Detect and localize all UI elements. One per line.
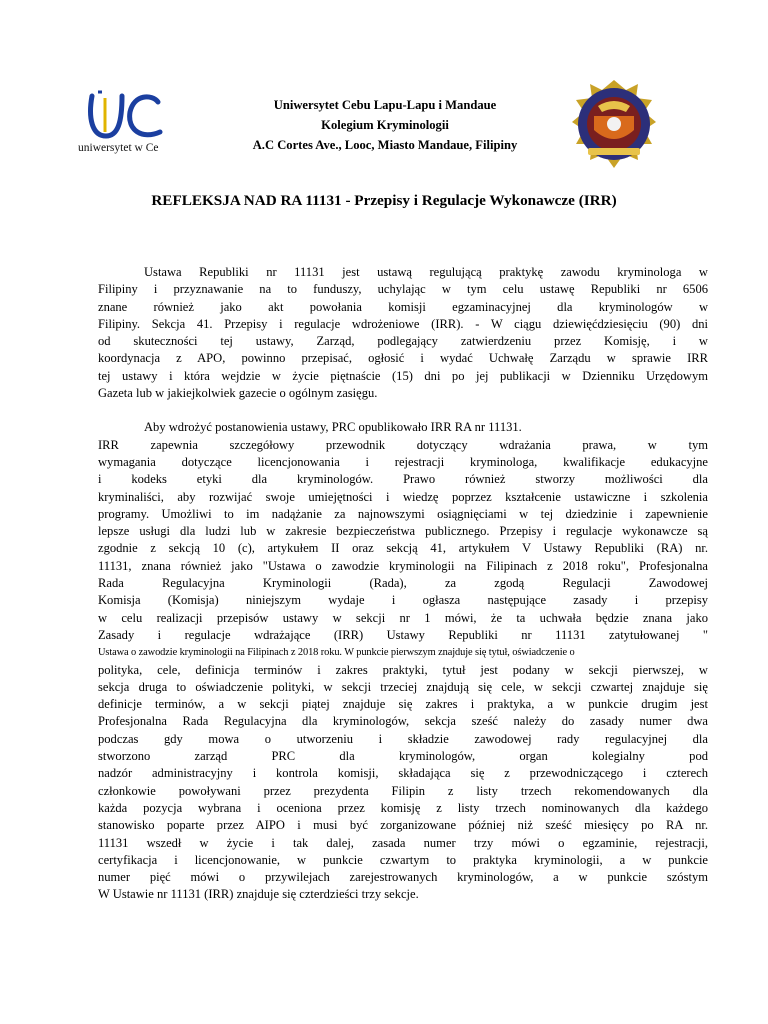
paragraph-2 xyxy=(98,419,708,903)
text-line: nadzór administracyjny i kontrola komisji, składająca się z przewodniczącego i czterech xyxy=(98,766,708,781)
text-line: od skuteczności tej ustawy, Zarząd, podlegający zatwierdzeniu przez Komisję, i w xyxy=(98,334,708,349)
text-line: stworzono zarząd PRC dla kryminologów, organ kolegialny pod xyxy=(98,749,708,764)
institution-header xyxy=(215,95,555,155)
text-line: Ustawa o zawodzie kryminologii na Filipinach z 2018 roku. W punkcie pierwszym znajduje się tytuł, oświadczenie o xyxy=(98,647,575,659)
seal-icon xyxy=(568,78,660,170)
text-line: 11131 wszedł w życie i tak dalej, zasada numer trzy mówi o egzaminie, rejestracji, xyxy=(98,835,708,850)
text-line: wymagania dotyczące licencjonowania i rejestracji kryminologa, kwalifikacje edukacyjne xyxy=(98,454,708,469)
college-seal xyxy=(568,78,660,170)
uc-logo-icon xyxy=(78,88,174,144)
text-line: Zasady i regulacje wdrażające (IRR) Ustawy Republiki nr 11131 zatytułowanej " xyxy=(98,627,708,642)
text-line: Komisja (Komisja) niniejszym wydaje i ogłasza następujące zasady i przepisy xyxy=(98,593,708,608)
text-line: członkowie powoływani przez prezydenta Filipin z listy trzech rekomendowanych dla xyxy=(98,783,708,798)
text-line: kryminaliści, aby rozwijać swoje umiejętności i wiedzę poprzez kształcenie ustawiczne i szkolenia xyxy=(98,489,708,504)
text-line: sekcja druga to oświadczenie polityki, w sekcji trzeciej znajdują się cele, w sekcji czwartej znajduje się xyxy=(98,679,708,694)
text-line: lepsze usługi dla ludzi lub w zakresie bezpieczeństwa publicznego. Przepisy i regulacje wykonawcze są xyxy=(98,524,708,539)
text-line: W Ustawie nr 11131 (IRR) znajduje się czterdzieści trzy sekcje. xyxy=(98,887,419,902)
text-line: każda pozycja wybrana i oceniona przez komisję z listy trzech nominowanych dla każdego xyxy=(98,800,708,815)
university-name: Uniwersytet Cebu Lapu-Lapu i Mandaue xyxy=(273,98,497,112)
text-line: certyfikacja i licencjonowanie, w punkcie czwartym to praktyka kryminologii, a w punkcie xyxy=(98,852,708,867)
text-line: 11131, znana również jako "Ustawa o zawodzie kryminologii na Filipinach z 2018 roku", Profesjonalna xyxy=(98,558,708,573)
text-line: i kodeks etyki dla kryminologów. Prawo również stworzy możliwości dla xyxy=(98,472,708,487)
document-body xyxy=(98,264,708,904)
text-line: Ustawa Republiki nr 11131 jest ustawą regulującą praktykę zawodu kryminologa w xyxy=(144,265,708,279)
text-line: w celu realizacji przepisów ustawy w sekcji nr 1 mówi, że ta uchwała będzie znana jako xyxy=(98,610,708,625)
text-line: stanowisko poparte przez AIPO i musi być zorganizowane później niż sześć miesięcy po RA nr. xyxy=(98,818,708,833)
text-line: Profesjonalna Rada Regulacyjna dla kryminologów, sekcja sześć należy do zasady numer dwa xyxy=(98,714,708,729)
text-line: Aby wdrożyć postanowienia ustawy, PRC opublikowało IRR RA nr 11131. xyxy=(144,420,522,435)
text-line: zgodnie z sekcją 10 (c), artykułem II oraz sekcją 41, artykułem V Ustawy Republiki (RA) nr. xyxy=(98,541,708,556)
text-line: podczas gdy mowa o utworzeniu i składzie zawodowej rady regulacyjnej dla xyxy=(98,731,708,746)
text-line: znane również jako akt powołania komisji egzaminacyjnej dla kryminologów w xyxy=(98,299,708,314)
text-line: definicje terminów, a w sekcji piątej znajduje się zakres i praktyka, a w punkcie drugim jest xyxy=(98,697,708,712)
text-line: polityka, cele, definicja terminów i zakres praktyki, tytuł jest podany w sekcji pierwszej, w xyxy=(98,662,708,677)
document-title: REFLEKSJA NAD RA 11131 - Przepisy i Regulacje Wykonawcze (IRR) xyxy=(151,192,617,209)
text-line: programy. Umożliwi to im nadążanie za najnowszymi osiągnięciami w tej dziedzinie i zapewnienie xyxy=(98,506,708,521)
text-line: numer pięć mówi o przywilejach zarejestrowanych kryminologów, a w punkcie szóstym xyxy=(98,870,708,885)
text-line: IRR zapewnia szczegółowy przewodnik dotyczący wdrażania prawa, w tym xyxy=(98,437,708,452)
text-line: tej ustawy i która wejdzie w życie piętnaście (15) dni po jej publikacji w Dzienniku Urzędowym xyxy=(98,368,708,383)
text-line: koordynacja z APO, powinno przepisać, ogłosić i wydać Uchwałę Zarządu w sprawie IRR xyxy=(98,351,708,366)
paragraph-1 xyxy=(98,264,708,402)
college-name: Kolegium Kryminologii xyxy=(321,118,449,132)
text-line: Rada Regulacyjna Kryminologii (Rada), za zgodą Regulacji Zawodowej xyxy=(98,576,708,591)
text-line: Filipiny. Sekcja 41. Przepisy i regulacje wdrożeniowe (IRR). - W ciągu dziewięćdziesięciu (90) dni xyxy=(98,316,708,331)
text-line: Gazeta lub w jakiejkolwiek gazecie o ogólnym zasięgu. xyxy=(98,386,378,401)
address: A.C Cortes Ave., Looc, Miasto Mandaue, Filipiny xyxy=(252,138,518,152)
university-logo xyxy=(78,88,174,160)
text-line: Filipiny i przyznawanie na to funduszy, uchylając w tym celu ustawę Republiki nr 6506 xyxy=(98,282,708,297)
logo-caption: uniwersytet w Ce xyxy=(78,142,159,154)
